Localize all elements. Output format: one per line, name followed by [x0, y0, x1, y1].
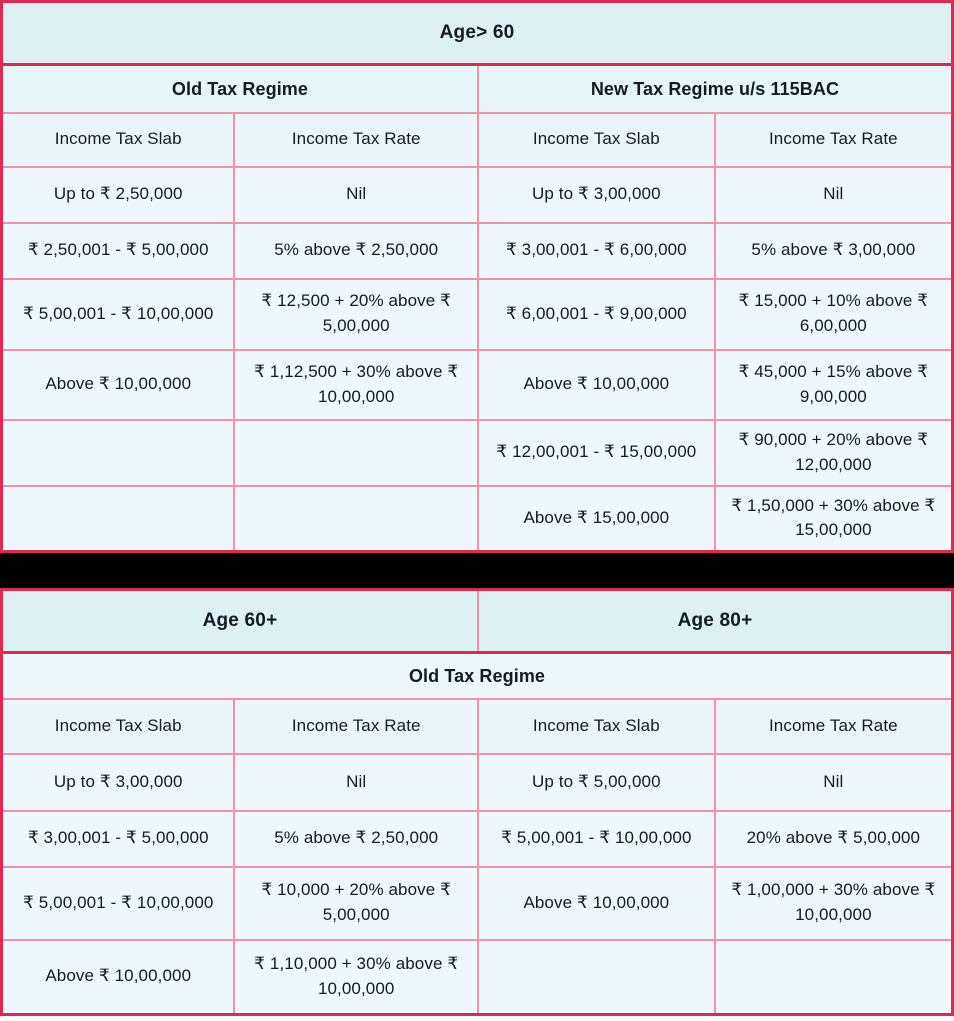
- table-cell: ₹ 15,000 + 10% above ₹ 6,00,000: [715, 279, 953, 350]
- table-row: [2, 279, 953, 350]
- table-cell: ₹ 1,12,500 + 30% above ₹ 10,00,000: [234, 350, 477, 420]
- column-header-slab-new: Income Tax Slab: [478, 113, 715, 167]
- table-cell: 20% above ₹ 5,00,000: [715, 811, 953, 867]
- table-cell: [2, 420, 235, 486]
- group-header-new-regime: New Tax Regime u/s 115BAC: [478, 65, 953, 113]
- table-row: [2, 754, 953, 811]
- table-row: [2, 223, 953, 279]
- table-cell: ₹ 5,00,001 - ₹ 10,00,000: [2, 279, 235, 350]
- table-cell: 5% above ₹ 2,50,000: [234, 811, 477, 867]
- table-title-age-80-plus: Age 80+: [478, 590, 953, 653]
- table-cell: ₹ 1,00,000 + 30% above ₹ 10,00,000: [715, 867, 953, 940]
- table-cell: Above ₹ 10,00,000: [2, 350, 235, 420]
- table-cell: 5% above ₹ 2,50,000: [234, 223, 477, 279]
- table-row: [2, 867, 953, 940]
- table-cell: ₹ 6,00,001 - ₹ 9,00,000: [478, 279, 715, 350]
- table-cell: ₹ 10,000 + 20% above ₹ 5,00,000: [234, 867, 477, 940]
- table-cell: ₹ 12,500 + 20% above ₹ 5,00,000: [234, 279, 477, 350]
- table-cell: Nil: [715, 167, 953, 223]
- column-header-rate-80: Income Tax Rate: [715, 699, 953, 754]
- table-cell: ₹ 3,00,001 - ₹ 5,00,000: [2, 811, 235, 867]
- table-row: [2, 167, 953, 223]
- table-cell: Above ₹ 15,00,000: [478, 486, 715, 552]
- table-cell: Nil: [234, 754, 477, 811]
- table-cell: ₹ 5,00,001 - ₹ 10,00,000: [478, 811, 715, 867]
- column-header-slab-80: Income Tax Slab: [478, 699, 715, 754]
- table-cell: ₹ 5,00,001 - ₹ 10,00,000: [2, 867, 235, 940]
- table-cell: Nil: [715, 754, 953, 811]
- table-row: [2, 486, 953, 552]
- table-cell: ₹ 2,50,001 - ₹ 5,00,000: [2, 223, 235, 279]
- table-cell: ₹ 1,50,000 + 30% above ₹ 15,00,000: [715, 486, 953, 552]
- table-cell: [715, 940, 953, 1015]
- table-cell: 5% above ₹ 3,00,000: [715, 223, 953, 279]
- table-cell: [234, 486, 477, 552]
- table-title-age-below-60: Age> 60: [2, 2, 953, 65]
- table-cell: Up to ₹ 5,00,000: [478, 754, 715, 811]
- table-cell: Above ₹ 10,00,000: [478, 350, 715, 420]
- table-cell: ₹ 45,000 + 15% above ₹ 9,00,000: [715, 350, 953, 420]
- column-header-rate-old: Income Tax Rate: [234, 113, 477, 167]
- group-header-old-regime: Old Tax Regime: [2, 653, 953, 699]
- table-cell: ₹ 3,00,001 - ₹ 6,00,000: [478, 223, 715, 279]
- table-cell: ₹ 90,000 + 20% above ₹ 12,00,000: [715, 420, 953, 486]
- table-row: [2, 350, 953, 420]
- table-row: [2, 420, 953, 486]
- table-cell: Up to ₹ 3,00,000: [2, 754, 235, 811]
- table-cell: Nil: [234, 167, 477, 223]
- black-separator-band: [0, 553, 954, 588]
- group-header-old-regime: Old Tax Regime: [2, 65, 478, 113]
- table-title-age-60-plus: Age 60+: [2, 590, 478, 653]
- table-row: [2, 811, 953, 867]
- table-cell: Up to ₹ 3,00,000: [478, 167, 715, 223]
- table-cell: ₹ 12,00,001 - ₹ 15,00,000: [478, 420, 715, 486]
- column-header-slab-60: Income Tax Slab: [2, 699, 235, 754]
- table-cell: [2, 486, 235, 552]
- table-cell: ₹ 1,10,000 + 30% above ₹ 10,00,000: [234, 940, 477, 1015]
- table-row: [2, 940, 953, 1015]
- column-header-rate-new: Income Tax Rate: [715, 113, 953, 167]
- table-cell: Above ₹ 10,00,000: [478, 867, 715, 940]
- column-header-rate-60: Income Tax Rate: [234, 699, 477, 754]
- tax-table-age-60-80-plus: [0, 588, 954, 1016]
- table-cell: [234, 420, 477, 486]
- table-cell: Up to ₹ 2,50,000: [2, 167, 235, 223]
- table-cell: [478, 940, 715, 1015]
- table-cell: Above ₹ 10,00,000: [2, 940, 235, 1015]
- column-header-slab-old: Income Tax Slab: [2, 113, 235, 167]
